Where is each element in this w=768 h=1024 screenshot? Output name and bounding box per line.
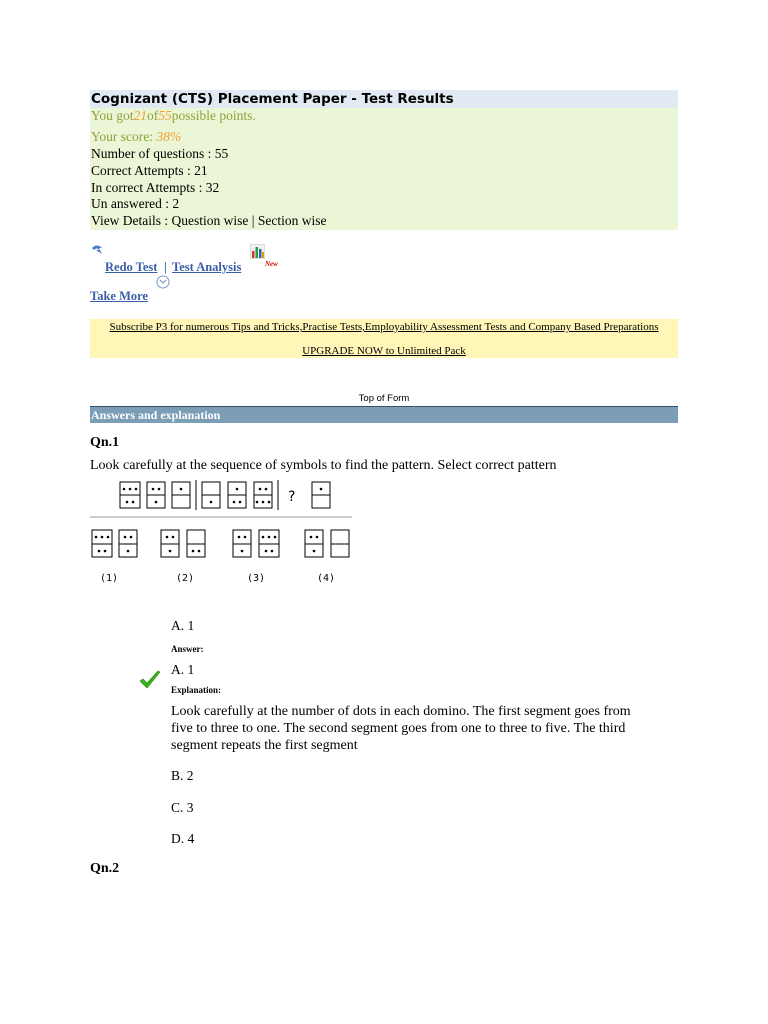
explanation-label: Explanation: bbox=[171, 685, 222, 695]
explanation-line-2: five to three to one. The second segment goes from one to three to five. The third bbox=[171, 721, 626, 736]
score-value: 38 bbox=[156, 129, 170, 144]
figure-option-1-label: (1) bbox=[99, 573, 119, 584]
answer-value: A. 1 bbox=[171, 662, 195, 677]
points-total: 55 bbox=[158, 108, 172, 123]
explanation-line-3: segment repeats the first segment bbox=[171, 738, 358, 753]
view-details: View Details : Question wise | Section wise bbox=[91, 213, 327, 228]
subscribe-link[interactable]: Subscribe P3 for numerous Tips and Tricks,Practise Tests,Employability Assessment Tests and Company Based Preparations bbox=[109, 321, 659, 333]
figure-option-3-label: (3) bbox=[246, 573, 266, 584]
test-analysis-link[interactable]: Test Analysis bbox=[172, 260, 242, 274]
score-line: Your score: 38% bbox=[91, 129, 182, 144]
correct-attempts: Correct Attempts : 21 bbox=[91, 163, 208, 178]
option-d[interactable]: D. 4 bbox=[171, 831, 195, 846]
domino-figure bbox=[90, 478, 360, 590]
redo-icon[interactable] bbox=[90, 243, 104, 257]
section-wise-link[interactable]: Section wise bbox=[257, 213, 327, 228]
promo-box bbox=[90, 319, 678, 358]
num-questions: Number of questions : 55 bbox=[91, 146, 229, 161]
upgrade-link[interactable]: UPGRADE NOW to Unlimited Pack bbox=[302, 345, 466, 357]
incorrect-attempts: In correct Attempts : 32 bbox=[91, 180, 220, 195]
take-more-link[interactable]: Take More bbox=[90, 289, 148, 303]
points-line: You got21of55possible points. bbox=[91, 108, 256, 123]
option-b[interactable]: B. 2 bbox=[171, 768, 194, 783]
answer-label: Answer: bbox=[171, 644, 204, 654]
question-1-text: Look carefully at the sequence of symbols to find the pattern. Select correct pattern bbox=[90, 458, 557, 473]
unanswered: Un answered : 2 bbox=[91, 196, 180, 211]
option-a[interactable]: A. 1 bbox=[171, 618, 195, 633]
figure-option-4-label: (4) bbox=[316, 573, 336, 584]
points-got: 21 bbox=[133, 108, 148, 123]
question-1-label: Qn.1 bbox=[90, 435, 120, 450]
redo-test-link[interactable]: Redo Test bbox=[105, 260, 158, 274]
figure-option-2-label: (2) bbox=[175, 573, 195, 584]
page-title: Cognizant (CTS) Placement Paper - Test Results bbox=[91, 91, 454, 107]
question-2-label: Qn.2 bbox=[90, 861, 120, 876]
chevron-down-icon[interactable] bbox=[156, 275, 170, 289]
figure-question-mark: ? bbox=[288, 489, 296, 505]
question-wise-link[interactable]: Question wise bbox=[171, 213, 249, 228]
answers-header: Answers and explanation bbox=[91, 408, 221, 422]
results-title-bar bbox=[90, 90, 678, 108]
link-separator: | bbox=[164, 260, 167, 274]
chart-icon[interactable] bbox=[250, 244, 265, 259]
top-of-form: Top of Form bbox=[358, 393, 410, 404]
checkmark-icon bbox=[138, 669, 162, 691]
option-c[interactable]: C. 3 bbox=[171, 800, 194, 815]
results-summary bbox=[90, 108, 678, 230]
new-badge: New bbox=[265, 260, 278, 268]
answers-header-bar bbox=[90, 406, 678, 423]
explanation-line-1: Look carefully at the number of dots in each domino. The first segment goes from bbox=[171, 704, 631, 719]
